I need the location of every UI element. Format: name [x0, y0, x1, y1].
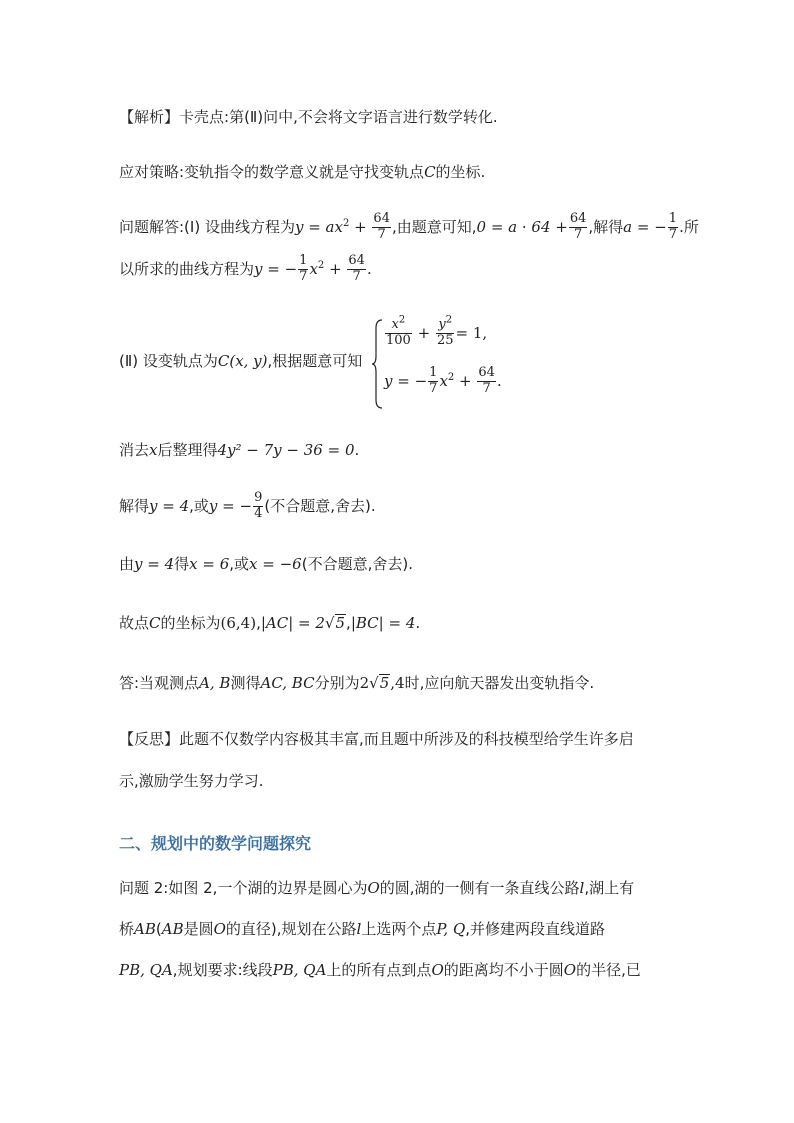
reflection-label: 【反思】 — [119, 730, 180, 748]
eliminate-text-a: 消去 — [119, 441, 150, 459]
fraction-numerator: 9 — [254, 490, 263, 505]
system-row-2 — [384, 366, 502, 397]
problem2-l: l — [579, 879, 585, 897]
eliminate-line — [119, 441, 359, 459]
solve-text-c: (不合题意,舍去). — [264, 496, 376, 515]
system-row-1 — [384, 314, 488, 349]
curve-result-plus: + — [324, 259, 347, 278]
final-answer-line — [119, 674, 594, 692]
eq-a: a = − — [623, 217, 667, 236]
curve-eq-exp: 2 — [342, 217, 350, 229]
final-answer-vars1: A, B — [199, 674, 231, 692]
fraction-numerator — [385, 314, 412, 334]
problem2-PBQA2: PB, QA — [272, 961, 327, 979]
problem2-line2-f: ,并修建两段直线道路 — [465, 920, 606, 938]
strategy-text-before: 应对策略:变轨指令的数学意义就是守找变轨点 — [119, 163, 425, 181]
fraction-1-7 — [668, 212, 678, 243]
from-text-b: 得 — [174, 555, 190, 573]
coord-end: . — [415, 614, 421, 632]
fraction-64-7-d — [477, 366, 496, 397]
coord-ac: |AC| = 2 — [260, 614, 325, 632]
answer-part1-end: .所 — [679, 217, 699, 236]
point-c: C(x, y) — [217, 352, 268, 370]
system-y-exp: 2 — [445, 314, 453, 326]
answer-part1-line1 — [119, 212, 699, 243]
system-x-exp: 2 — [398, 314, 406, 326]
problem2-l2: l — [356, 920, 362, 938]
final-answer-text-d: 时,应向航天器发出变轨指令. — [404, 674, 595, 692]
curve-eq-plus: + — [349, 217, 372, 236]
final-answer-radicand: 5 — [379, 674, 390, 692]
problem2-O2: O — [213, 920, 226, 938]
coord-sep: , — [256, 614, 261, 632]
problem2-line1-b: 的圆,湖的一侧有一条直线公路 — [379, 879, 580, 897]
problem2-line1 — [119, 879, 634, 897]
answer-part2-line — [119, 352, 362, 370]
from-line — [119, 555, 413, 573]
problem2-line3-a: ,规划要求:线段 — [172, 961, 273, 979]
reflection-text2: 示,激励学生努力学习. — [119, 772, 264, 790]
left-brace-icon — [372, 318, 384, 410]
solve-text-b: ,或 — [189, 496, 209, 515]
fraction-64-7-b — [569, 212, 588, 243]
fraction-denominator: 7 — [429, 380, 438, 396]
solve-eq1: y = 4 — [149, 496, 190, 515]
problem2-line3-c: 的距离均不小于圆 — [443, 961, 564, 979]
fraction-numerator: 1 — [299, 253, 308, 268]
fraction-denominator: 7 — [573, 226, 583, 242]
analysis-label: 【解析】 — [119, 108, 180, 126]
problem2-line1-c: ,湖上有 — [584, 879, 635, 897]
fraction-numerator: 1 — [429, 365, 438, 380]
fraction-denominator: 100 — [386, 332, 411, 348]
system-plus: + — [412, 323, 435, 342]
fraction-numerator: 64 — [373, 211, 390, 226]
analysis-line — [119, 108, 498, 126]
coord-line — [119, 614, 420, 632]
final-answer-text-a: 答:当观测点 — [119, 674, 200, 692]
system-row2-end: . — [496, 371, 502, 390]
answer-part1-line2-end: . — [366, 259, 372, 278]
fraction-64-7-c — [347, 254, 366, 285]
problem2-PBQA: PB, QA — [119, 961, 173, 979]
problem2-O: O — [367, 879, 380, 897]
problem2-PQ: P, Q — [436, 920, 466, 938]
problem2-line2-c: 是圆 — [183, 920, 214, 938]
coord-point: (6,4) — [220, 614, 257, 632]
fraction-denominator: 7 — [668, 226, 678, 242]
fraction-numerator: 64 — [478, 365, 495, 380]
fraction-denominator: 7 — [482, 380, 491, 396]
problem2-line3 — [119, 961, 641, 979]
system-row2-exp: 2 — [447, 371, 455, 383]
strategy-var: C — [424, 163, 436, 181]
section-heading: 二、规划中的数学问题探究 — [119, 834, 312, 853]
answer-part1-solve: ,解得 — [588, 217, 624, 236]
analysis-text: 卡壳点:第(Ⅱ)问中,不会将文字语言进行数学转化. — [179, 108, 498, 126]
strategy-line — [119, 163, 485, 181]
solve-text-a: 解得 — [119, 496, 150, 515]
system-y: y — [438, 317, 446, 332]
fraction-denominator: 25 — [436, 332, 454, 348]
fraction-y2-25 — [436, 314, 455, 349]
problem2-line2-d: 的直径),规划在公路 — [225, 920, 357, 938]
curve-result-lhs: y = − — [254, 259, 298, 278]
final-answer-val2: ,4 — [390, 674, 405, 692]
final-answer-text-c: 分别为 — [314, 674, 360, 692]
problem2-line2-e: 上选两个点 — [361, 920, 437, 938]
coord-text-a: 故点 — [119, 614, 150, 632]
answer-part2-mid: ,根据题意可知 — [267, 352, 363, 370]
answer-part1-mid: ,由题意可知, — [391, 217, 477, 236]
fraction-9-4 — [253, 491, 263, 522]
problem2-O4: O — [563, 961, 577, 979]
answer-part1-line2-text: 以所求的曲线方程为 — [119, 259, 255, 278]
system-row2-plus: + — [454, 371, 477, 390]
from-text-a: 由 — [119, 555, 135, 573]
problem2-O3: O — [431, 961, 444, 979]
coord-sep2: , — [346, 614, 351, 632]
strategy-text-after: 的坐标. — [435, 163, 486, 181]
problem2-line1-a: 问题 2:如图 2,一个湖的边界是圆心为 — [119, 879, 368, 897]
from-eq1: y = 4 — [134, 555, 175, 573]
from-text-c: ,或 — [229, 555, 250, 573]
final-answer-vars2: AC, BC — [260, 674, 315, 692]
from-eq2: x = 6 — [189, 555, 230, 573]
sqrt-icon: √ — [369, 674, 379, 692]
problem2-line2-b: ( — [155, 920, 162, 938]
eq-zero: 0 = a · 64 + — [476, 217, 568, 236]
eliminate-eq: 4y² − 7y − 36 = 0 — [217, 441, 355, 459]
fraction-1-7-b — [298, 254, 308, 285]
fraction-denominator: 7 — [352, 268, 361, 284]
equation-system — [372, 314, 502, 410]
fraction-denominator: 4 — [254, 505, 263, 521]
eliminate-var: x — [149, 441, 158, 459]
fraction-64-7 — [372, 212, 391, 243]
problem2-AB2: AB — [161, 920, 184, 938]
fraction-x2-100 — [385, 314, 412, 349]
fraction-numerator — [436, 314, 455, 334]
problem2-line2-a: 桥 — [119, 920, 135, 938]
fraction-1-7-c — [428, 366, 438, 397]
coord-text-b: 的坐标为 — [160, 614, 221, 632]
curve-result-exp: 2 — [317, 259, 325, 271]
eliminate-text-b: 后整理得 — [157, 441, 218, 459]
final-answer-val: 2 — [359, 674, 370, 692]
reflection-text1: 此题不仅数学内容极其丰富,而且题中所涉及的科技模型给学生许多启 — [179, 730, 634, 748]
fraction-numerator: 64 — [569, 211, 587, 226]
fraction-denominator: 7 — [299, 268, 308, 284]
solve-line — [119, 491, 376, 522]
solve-eq2: y = − — [208, 496, 253, 515]
from-eq3: x = −6 — [249, 555, 302, 573]
coord-ac-radicand: 5 — [335, 614, 346, 632]
problem2-AB: AB — [134, 920, 156, 938]
eliminate-end: . — [354, 441, 360, 459]
sqrt-icon: √ — [324, 614, 335, 632]
coord-var: C — [149, 614, 161, 632]
fraction-denominator: 7 — [377, 226, 386, 242]
problem2-line3-d: 的半径,已 — [576, 961, 641, 979]
answer-part1-line2 — [119, 254, 372, 285]
fraction-numerator: 64 — [348, 253, 365, 268]
curve-result-x: x — [309, 259, 318, 278]
final-answer-text-b: 测得 — [230, 674, 261, 692]
coord-bc: |BC| = 4 — [350, 614, 416, 632]
system-row2-x: x — [439, 371, 448, 390]
reflection-line1 — [119, 730, 634, 748]
answer-part1-intro: 问题解答:(Ⅰ) 设曲线方程为 — [119, 217, 295, 236]
system-x: x — [391, 317, 399, 332]
problem2-line3-b: 上的所有点到点 — [326, 961, 432, 979]
problem2-line2 — [119, 920, 605, 938]
answer-part2-intro: (Ⅱ) 设变轨点为 — [119, 352, 218, 370]
fraction-numerator: 1 — [668, 211, 678, 226]
curve-eq-lhs: y = ax — [294, 217, 343, 236]
system-row2-lhs: y = − — [384, 371, 428, 390]
system-rhs: = 1, — [455, 323, 488, 342]
from-text-d: (不合题意,舍去). — [301, 555, 413, 573]
reflection-line2 — [119, 772, 264, 790]
